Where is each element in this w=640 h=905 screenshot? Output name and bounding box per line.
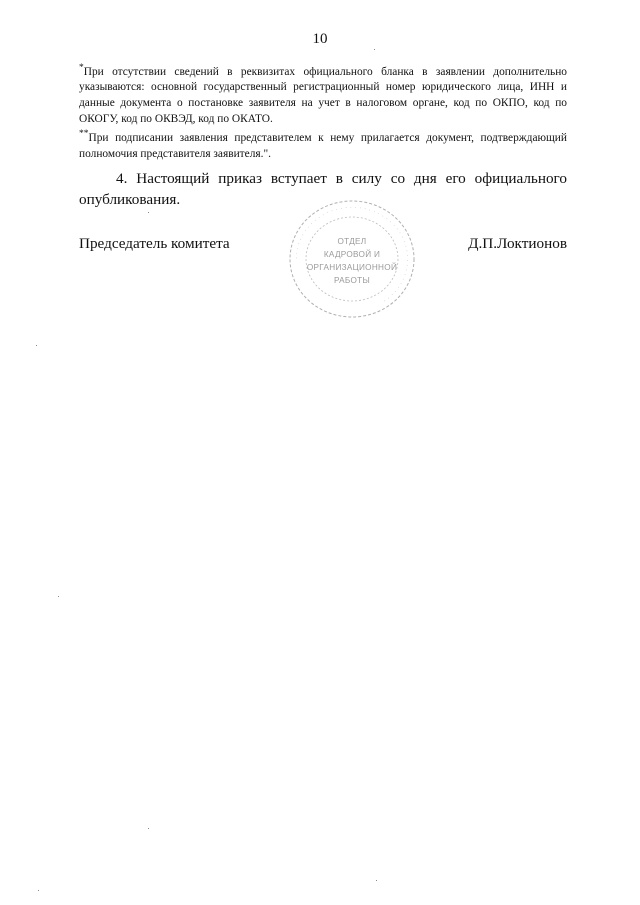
scan-speck xyxy=(148,828,149,829)
footnote-2-text: При подписании заявления представителем к нему прилагается документ, подтверждающий полномочия представителя заявителя.". xyxy=(79,131,567,160)
seal-line-1: ОТДЕЛ xyxy=(337,237,367,246)
scan-speck xyxy=(38,890,39,891)
footnote-1-marker: * xyxy=(79,63,84,73)
page-number: 10 xyxy=(312,31,328,47)
signatory-title: Председатель комитета xyxy=(79,235,230,252)
signatory-name: Д.П.Локтионов xyxy=(468,235,567,252)
footnote-2 xyxy=(79,127,567,162)
scan-speck xyxy=(148,212,149,213)
seal-line-4: РАБОТЫ xyxy=(333,276,371,285)
official-seal xyxy=(282,194,422,324)
seal-line-2: КАДРОВОЙ И xyxy=(323,250,381,259)
seal-ring-text: · · · · · · · · · · · · · · · · · · · · · · · · · · · · · · · · · · · · · · · · · · · · · · xyxy=(293,204,411,304)
section-4-paragraph: 4. Настоящий приказ вступает в силу со дня его официального опубликования. xyxy=(79,170,567,209)
footnote-1 xyxy=(79,61,567,127)
footnote-1-text: При отсутствии сведений в реквизитах официального бланка в заявлении дополнительно указываются: основной государственный регистрационный номер юридического лица, ИНН и данные документа о постановке заявителя на учет в налоговом органе, код по ОКПО, код по ОКОГУ, код по ОКВЭД, код по ОКАТО. xyxy=(79,65,567,125)
scan-speck xyxy=(36,345,37,346)
footnote-2-marker: ** xyxy=(79,129,89,140)
seal-graphic xyxy=(282,194,422,324)
scan-speck xyxy=(374,49,375,50)
scan-speck xyxy=(376,880,377,881)
scan-speck xyxy=(58,596,59,597)
seal-line-3: ОРГАНИЗАЦИОННОЙ xyxy=(306,263,398,272)
footnotes xyxy=(79,61,567,162)
